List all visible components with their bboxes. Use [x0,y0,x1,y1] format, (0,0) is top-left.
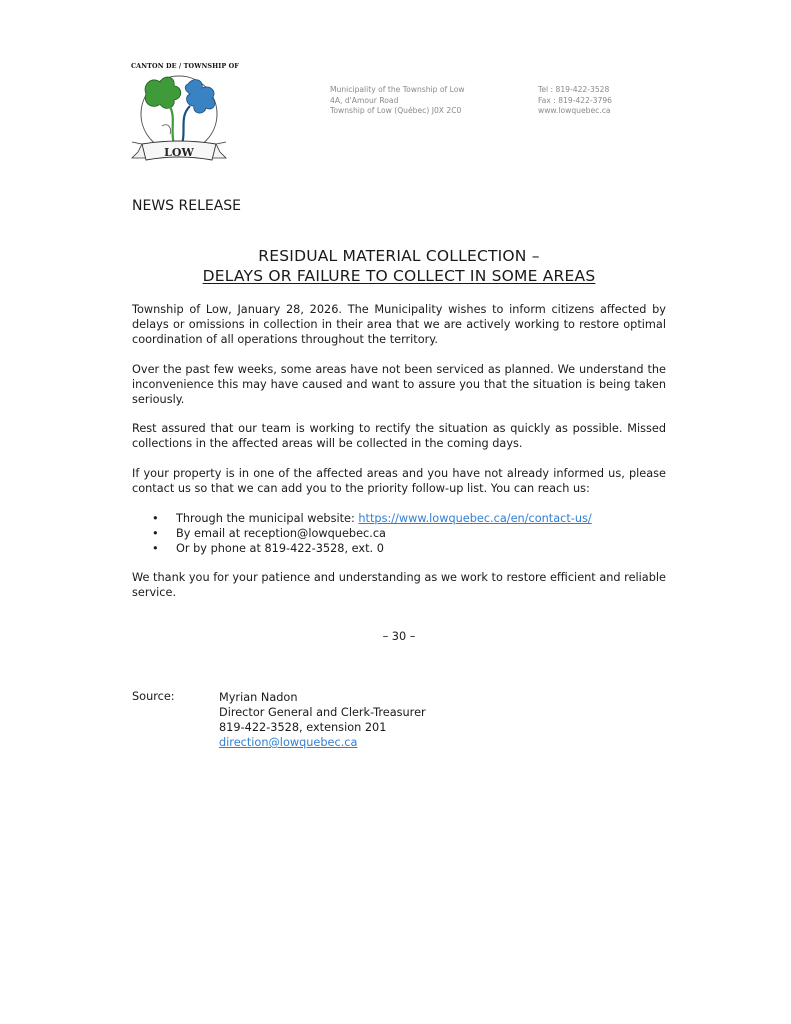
release-title-line1: RESIDUAL MATERIAL COLLECTION – [258,247,540,265]
contact-methods-list [152,511,592,556]
list-item [152,526,592,541]
township-logo [128,70,230,166]
contact-website[interactable]: www.lowquebec.ca [538,106,611,115]
paragraph-situation: Over the past few weeks, some areas have not been serviced as planned. We understand the inconvenience this may have caused and want to assure you that the situation is being taken seriously. [132,363,666,406]
source-title: Director General and Clerk-Treasurer [219,706,426,719]
email-method-text: By email at reception@lowquebec.ca [176,527,386,540]
end-mark: – 30 – [382,630,416,643]
logo-banner-text: LOW [164,146,194,159]
paragraph-intro: Township of Low, January 28, 2026. The Municipality wishes to inform citizens affected by delays or omissions in collection in their area that we are actively working to restore optimal coordination of all operations throughout the territory. [132,303,666,346]
address-line: Township of Low (Québec) J0X 2C0 [330,106,462,115]
phone-method-text: Or by phone at 819-422-3528, ext. 0 [176,542,384,555]
contact-fax: Fax : 819-422-3796 [538,95,612,105]
paragraph-thanks: We thank you for your patience and understanding as we work to restore efficient and reliable service. [132,571,666,599]
letterhead-contact [538,85,612,117]
contact-us-link[interactable]: https://www.lowquebec.ca/en/contact-us/ [358,512,592,525]
source-label: Source: [132,690,175,703]
source-phone: 819-422-3528, extension 201 [219,721,387,734]
paragraph-reassurance: Rest assured that our team is working to rectify the situation as quickly as possible. Missed collections in the affected areas will be collected in the coming days. [132,422,666,450]
list-item [152,511,592,526]
release-title-line2: DELAYS OR FAILURE TO COLLECT IN SOME AREAS [202,267,596,285]
address-line: 4A, d'Amour Road [330,95,399,105]
bullet-glyph: • [152,512,159,525]
address-line: Municipality of the Township of Low [330,85,465,94]
source-details [219,690,426,750]
letterhead-address [330,85,465,117]
paragraph-contact-request: If your property is in one of the affected areas and you have not already informed us, please contact us so that we can add you to the priority follow-up list. You can reach us: [132,467,666,495]
website-method-text: Through the municipal website: [176,512,359,525]
news-release-label: NEWS RELEASE [132,198,242,214]
source-name: Myrian Nadon [219,691,298,704]
bullet-glyph: • [152,542,159,555]
logo-caption: CANTON DE / TOWNSHIP OF [131,62,239,70]
contact-tel: Tel : 819-422-3528 [538,85,610,94]
list-item [152,541,592,556]
bullet-glyph: • [152,527,159,540]
source-email-link[interactable]: direction@lowquebec.ca [219,736,358,749]
